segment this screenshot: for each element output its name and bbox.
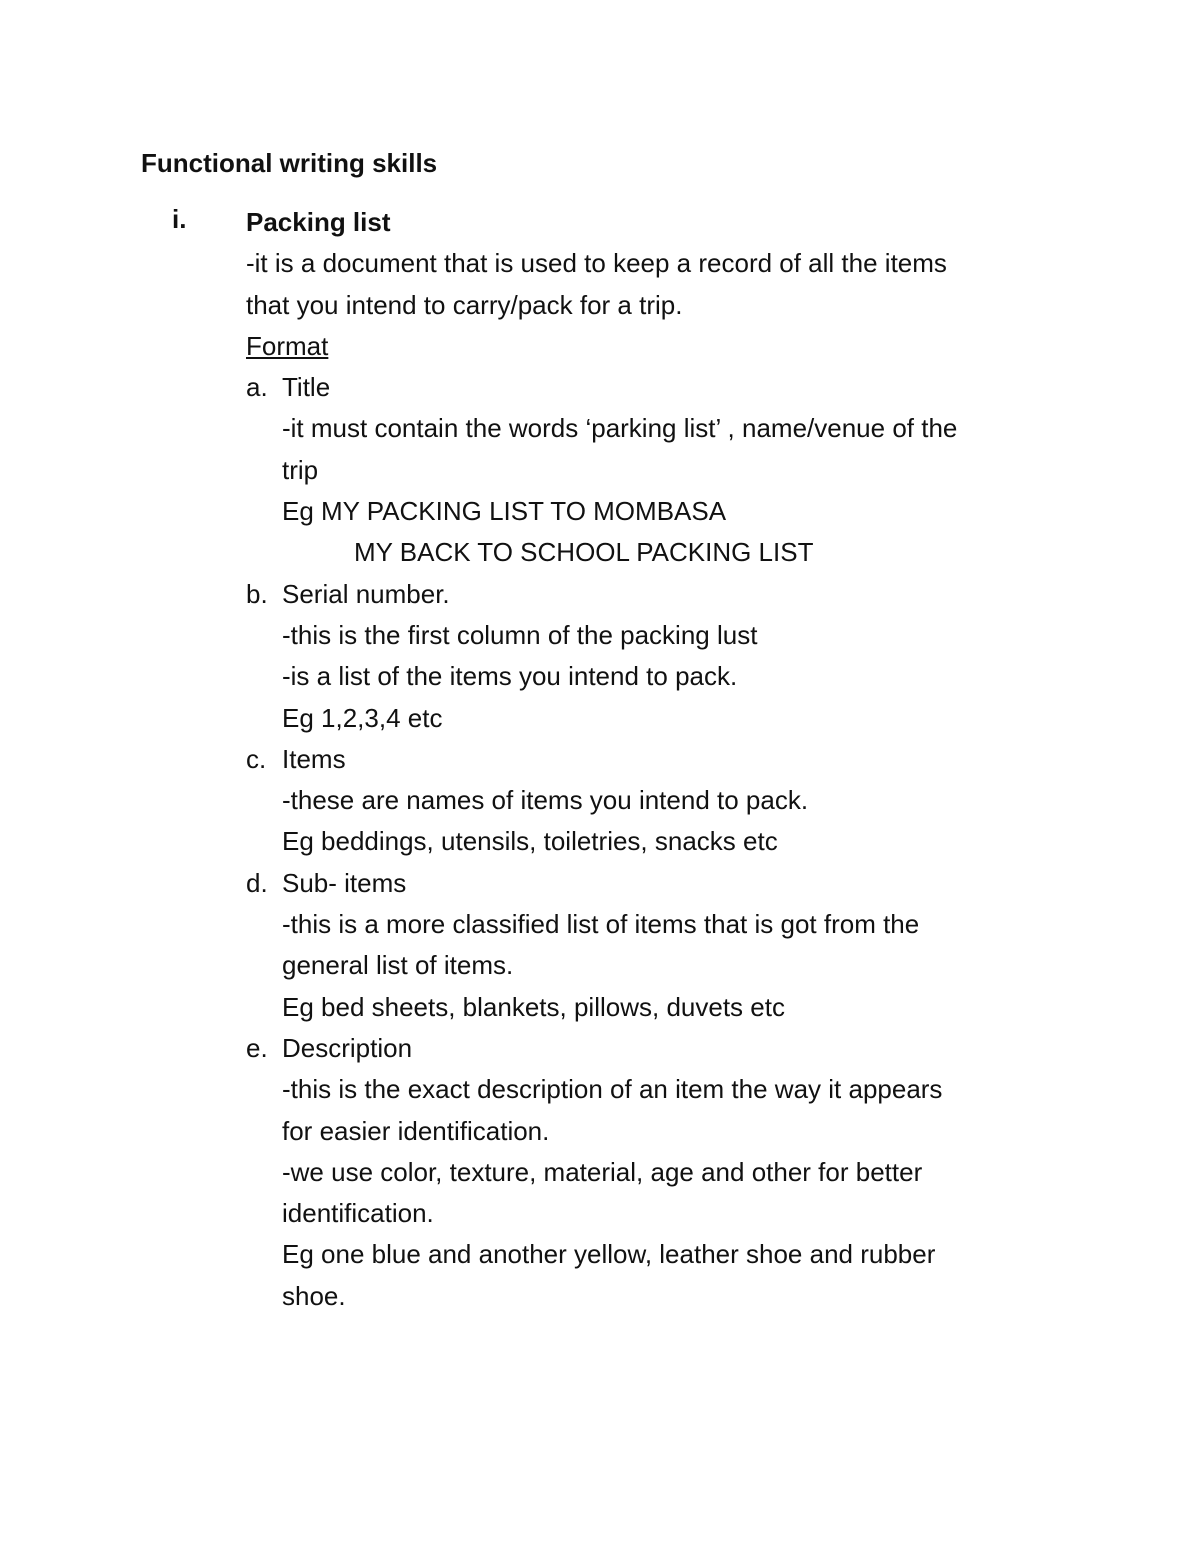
format-label: Format [246,330,329,361]
definition-line: -it is a document that is used to keep a record of all the items [246,248,947,279]
item-letter: b. [246,578,268,609]
item-letter: a. [246,372,268,403]
item-line: Eg one blue and another yellow, leather shoe and rubber [282,1239,936,1270]
format-item-title [246,367,1066,573]
format-item-description [246,1028,1066,1317]
item-line: identification. [282,1198,434,1229]
item-line-example: MY BACK TO SCHOOL PACKING LIST [354,537,814,568]
definition-line: that you intend to carry/pack for a trip. [246,289,683,320]
item-line: -this is a more classified list of items that is got from the [282,909,920,940]
item-label: Items [282,743,346,774]
item-letter: e. [246,1032,268,1063]
section-heading: Packing list [246,207,391,237]
item-line: general list of items. [282,950,514,981]
item-line: Eg bed sheets, blankets, pillows, duvets etc [282,991,785,1022]
item-letter: d. [246,867,268,898]
item-label: Description [282,1032,413,1063]
item-line: Eg MY PACKING LIST TO MOMBASA [282,496,727,527]
item-letter: c. [246,743,267,774]
item-line: Eg beddings, utensils, toiletries, snacks etc [282,826,778,857]
item-line: Eg 1,2,3,4 etc [282,702,443,733]
section-number: i. [172,204,187,234]
item-line: -this is the first column of the packing lust [282,619,758,650]
item-line: trip [282,454,319,485]
item-line: -these are names of items you intend to pack. [282,785,809,816]
item-label: Serial number. [282,578,450,609]
item-line: shoe. [282,1280,346,1311]
section-packing-list [246,202,1066,1317]
item-line: -is a list of the items you intend to pack. [282,661,738,692]
item-line: -this is the exact description of an item the way it appears [282,1074,943,1105]
item-line: -it must contain the words ‘parking list’ , name/venue of the [282,413,958,444]
item-label: Sub- items [282,867,407,898]
format-item-items [246,739,1066,863]
document-title: Functional writing skills [141,148,438,178]
item-line: -we use color, texture, material, age and other for better [282,1156,923,1187]
item-label: Title [282,372,331,403]
format-item-serial-number [246,574,1066,739]
format-item-sub-items [246,863,1066,1028]
item-line: for easier identification. [282,1115,550,1146]
